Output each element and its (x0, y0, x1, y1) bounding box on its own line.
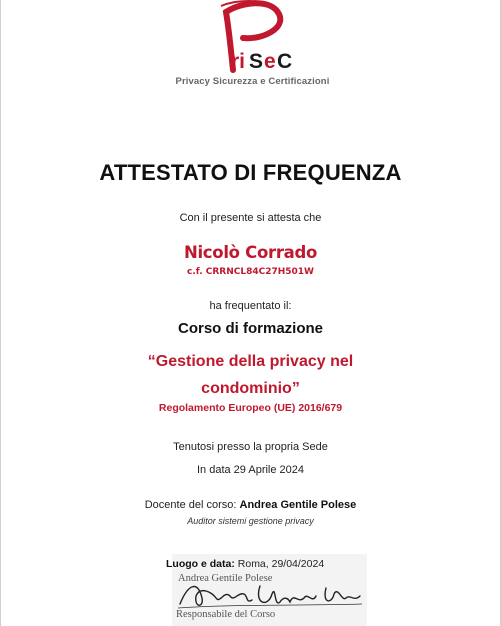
course-label: Corso di formazione (177, 320, 323, 337)
participant-name: Nicolò Corrado (183, 243, 318, 262)
svg-text:C: C (277, 50, 293, 73)
teacher-label: Docente del corso: (144, 499, 237, 511)
signer-name: Andrea Gentile Polese (178, 573, 273, 584)
handwritten-signature (176, 574, 366, 614)
logo-tagline: Privacy Sicurezza e Certificazioni (175, 76, 330, 87)
teacher-line (1, 499, 500, 511)
svg-text:ri: ri (231, 50, 246, 73)
attended-label: ha frequentato il: (209, 300, 292, 312)
teacher-name: Andrea Gentile Polese (239, 499, 357, 511)
regulation-reference: Regolamento Europeo (UE) 2016/679 (158, 402, 343, 414)
prisec-logo-mark (171, 0, 331, 78)
venue-text: Tenutosi presso la propria Sede (173, 441, 328, 453)
course-date: In data 29 Aprile 2024 (196, 464, 305, 476)
place-date-value: Roma, 29/04/2024 (237, 558, 325, 570)
teacher-role: Auditor sistemi gestione privacy (187, 516, 314, 526)
course-name-line-1: “Gestione della privacy nel (147, 353, 354, 370)
signature-block (166, 552, 366, 626)
certificate-title: ATTESTATO DI FREQUENZA (99, 160, 402, 185)
svg-text:S: S (249, 50, 264, 73)
prisec-logo (1, 0, 500, 95)
place-and-date (166, 558, 324, 570)
intro-text: Con il presente si attesta che (179, 212, 322, 224)
signer-role: Responsabile del Corso (176, 609, 276, 620)
tax-code: c.f. CRRNCL84C27H501W (187, 267, 314, 277)
course-name-line-2: condominio” (201, 380, 300, 397)
place-date-label: Luogo e data: (166, 558, 235, 570)
svg-text:e: e (264, 50, 276, 73)
course-name (1, 348, 500, 402)
